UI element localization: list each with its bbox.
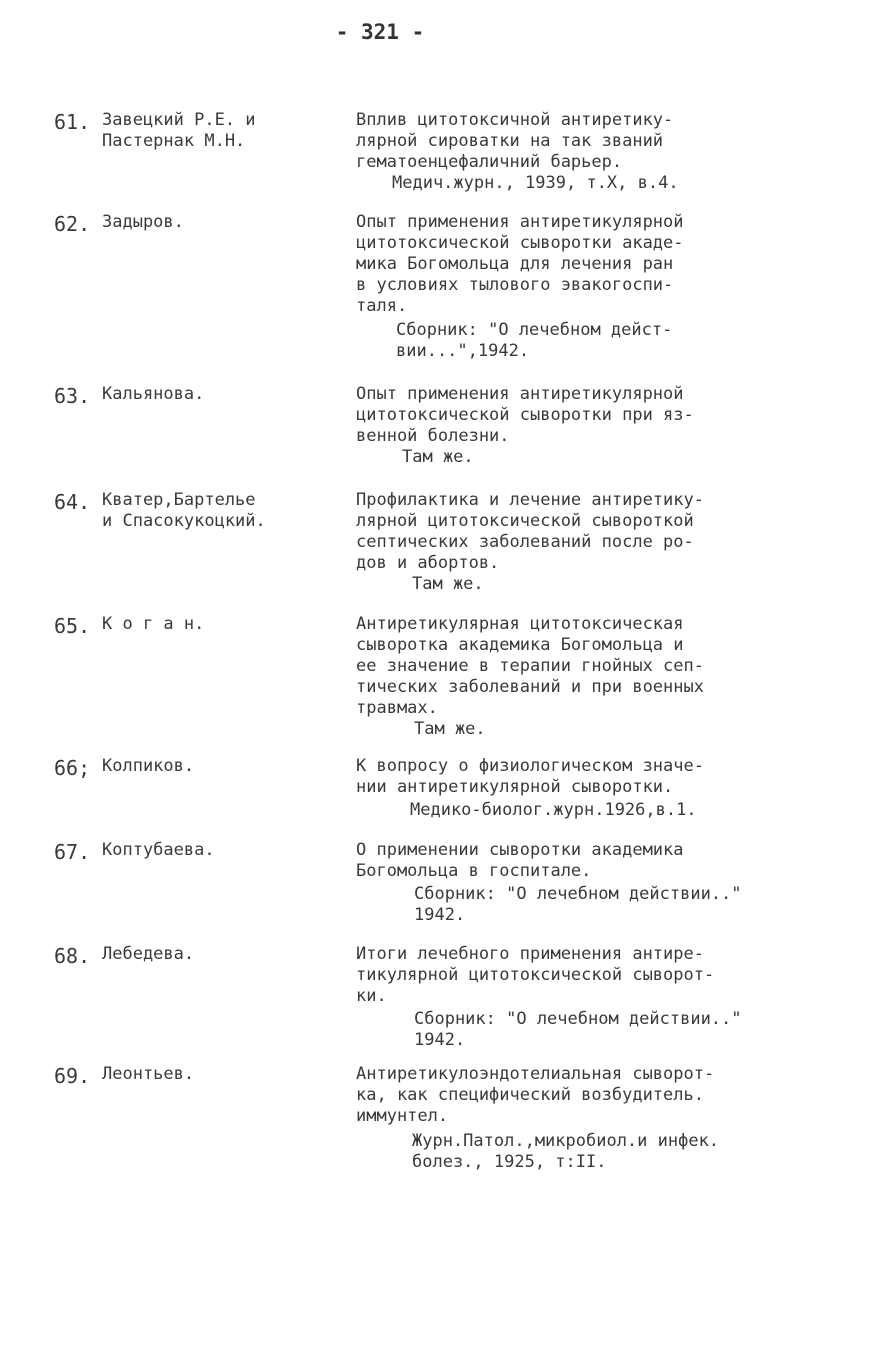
entry-author: Задыров. [102,212,184,232]
entry-author: Кватер,Бартелье и Спасокукоцкий. [102,490,266,531]
entry-number: 65. [54,614,91,638]
entry-author: Леонтьев. [102,1064,195,1084]
entry-title: К вопросу о физиологическом значе- нии антиретикулярной сыворотки. [356,756,704,797]
entry-author: Завецкий Р.Е. и Пастернак М.Н. [102,110,256,151]
entry-number: 63. [54,384,91,408]
entry-author: Кальянова. [102,384,205,404]
entry-source: Там же. [402,447,474,467]
entry-number: 64. [54,490,91,514]
entry-author: Колпиков. [102,756,195,776]
entry-source: Там же. [412,574,484,594]
entry-title: Профилактика и лечение антиретику- лярной цитотоксической сывороткой септических заболеваний после ро- дов и абортов. [356,490,704,573]
entry-title: Вплив цитотоксичной антиретику- лярной сироватки на так званий гематоенцефаличний барьер. [356,110,674,172]
entry-title: Опыт применения антиретикулярной цитотоксической сыворотки при яз- венной болезни. [356,384,694,446]
entry-number: 66; [54,756,91,780]
entry-source: Медич.журн., 1939, т.X, в.4. [392,173,679,193]
entry-author: Коптубаева. [102,840,215,860]
entry-title: Итоги лечебного применения антире- тикулярной цитотоксической сыворот- ки. [356,944,715,1006]
entry-number: 69. [54,1064,91,1088]
entry-source: Сборник: "О лечебном действии.." 1942. [414,884,742,925]
entry-title: О применении сыворотки академика Богомольца в госпитале. [356,840,684,881]
entry-number: 68. [54,944,91,968]
entry-number: 67. [54,840,91,864]
entry-number: 62. [54,212,91,236]
entry-source: Сборник: "О лечебном дейст- вии...",1942. [396,320,673,361]
entry-author: К о г а н. [102,614,205,634]
entry-title: Опыт применения антиретикулярной цитотоксической сыворотки акаде- мика Богомольца для лечения ран в условиях тылового эвакогоспи- таля. [356,212,684,316]
entry-source: Журн.Патол.,микробиол.и инфек. болез., 1925, т:II. [412,1131,720,1172]
entry-title: Антиретикулярная цитотоксическая сыворотка академика Богомольца и ее значение в терапии гнойных сеп- тических заболеваний и при военных травмах. [356,614,704,718]
entry-title: Антиретикулоэндотелиальная сыворот- ка, как специфический возбудитель. иммунтел. [356,1064,715,1126]
entry-source: Там же. [414,719,486,739]
entry-source: Сборник: "О лечебном действии.." 1942. [414,1009,742,1050]
page-number: - 321 - [335,20,425,44]
entry-number: 61. [54,110,91,134]
entry-source: Медико-биолог.журн.1926,в.1. [410,800,697,820]
entry-author: Лебедева. [102,944,195,964]
